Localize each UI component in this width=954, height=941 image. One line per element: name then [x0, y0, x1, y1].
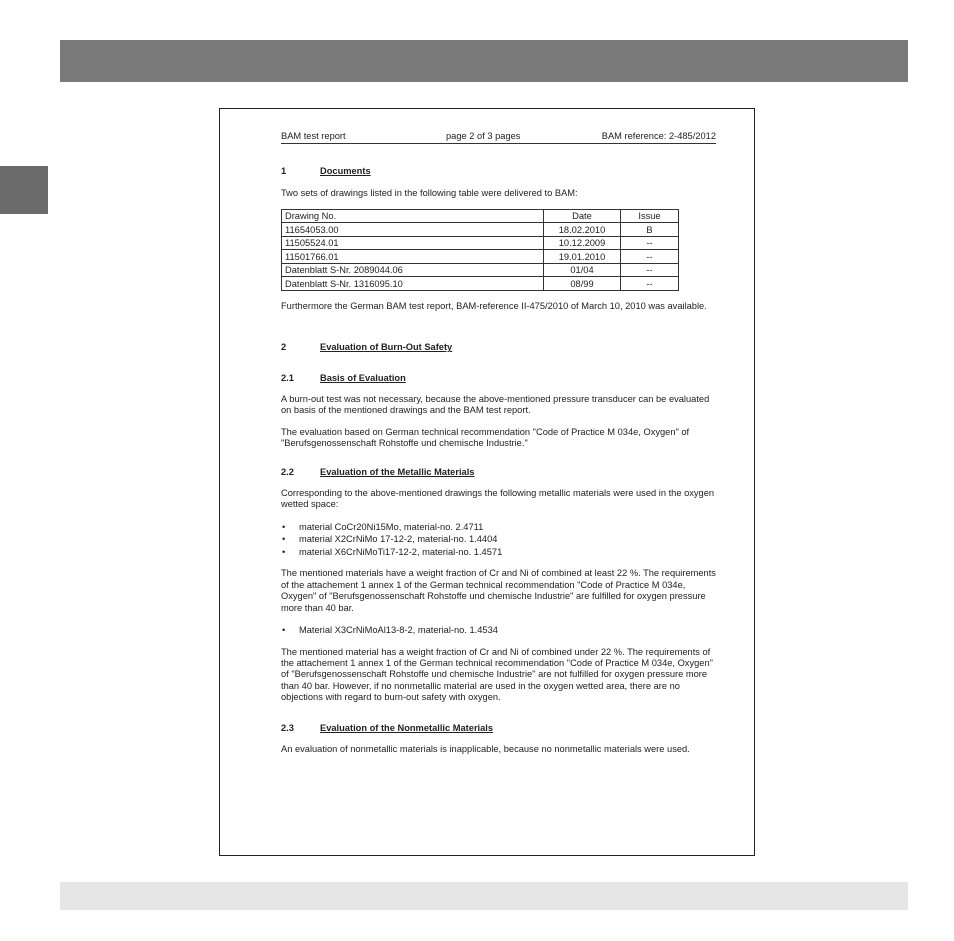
drawings-table — [281, 209, 679, 291]
cell-issue: B — [621, 223, 679, 237]
section-1-heading: 1 Documents — [281, 166, 371, 176]
cell-issue: -- — [621, 277, 679, 291]
section-2-2-heading: 2.2 Evaluation of the Metallic Materials — [281, 466, 475, 477]
column-header-drawing-no: Drawing No. — [282, 209, 544, 223]
header-reference: BAM reference: 2-485/2012 — [601, 131, 716, 141]
section-2-1-paragraph-2: The evaluation based on German technical recommendation "Code of Practice M 034e, Oxygen" of "Berufsgenossenschaft Rohstoffe und chemische Industrie." — [281, 426, 690, 449]
report-body — [281, 131, 716, 755]
cell-issue: -- — [621, 250, 679, 264]
section-2-2-intro: Corresponding to the above-mentioned drawings the following metallic materials were used in the oxygen wetted space: — [281, 488, 715, 510]
table-row — [282, 236, 679, 250]
section-2-3-paragraph: An evaluation of nonmetallic materials is inapplicable, because no nonmetallic materials were used. — [281, 743, 690, 754]
metallic-materials-list-2 — [281, 624, 716, 637]
list-item: • material X6CrNiMoTi17-12-2, material-no. 1.4571 — [281, 546, 716, 559]
table-header-row — [282, 209, 679, 223]
column-header-issue: Issue — [621, 209, 679, 223]
cell-date: 01/04 — [544, 263, 621, 277]
cell-issue: -- — [621, 236, 679, 250]
header-report-label: BAM test report — [281, 131, 346, 141]
cell-issue: -- — [621, 263, 679, 277]
scanned-report-page — [219, 108, 755, 856]
list-item: • Material X3CrNiMoAl13-8-2, material-no. 1.4534 — [281, 624, 716, 637]
table-row — [282, 223, 679, 237]
cell-date: 18.02.2010 — [544, 223, 621, 237]
running-header — [281, 131, 716, 144]
cell-drawing-no: 11505524.01 — [282, 236, 544, 250]
cell-drawing-no: 11501766.01 — [282, 250, 544, 264]
section-2-1-paragraph-1: A burn-out test was not necessary, because the above-mentioned pressure transducer can be evaluated on basis of the mentioned drawings and the BAM test report. — [281, 394, 710, 416]
section-2-heading: 2 Evaluation of Burn-Out Safety — [281, 342, 453, 353]
column-header-date: Date — [544, 209, 621, 223]
section-1-note: Furthermore the German BAM test report, BAM-reference II-475/2010 of March 10, 2010 was available. — [281, 300, 707, 311]
cell-drawing-no: 11654053.00 — [282, 223, 544, 237]
cell-date: 08/99 — [544, 277, 621, 291]
footer-band — [60, 882, 908, 910]
table-row — [282, 263, 679, 277]
section-2-2-paragraph-b: The mentioned material has a weight fraction of Cr and Ni of combined under 22 %. The requirements of the attachement 1 annex 1 of the German technical recommendation "Code of Practice M 034e, Oxygen" of "Berufsgenossenschaft Rohstoffe und chemische Industrie" are not fulfilled for oxygen pressure more than 40 bar. However, if no nonmetallic material are used in the oxygen wetted area, there are no objections with regard to burn-out safety with oxygen. — [281, 646, 713, 703]
table-row — [282, 277, 679, 291]
cell-drawing-no: Datenblatt S-Nr. 2089044.06 — [282, 263, 544, 277]
top-header-band — [60, 40, 908, 82]
cell-drawing-no: Datenblatt S-Nr. 1316095.10 — [282, 277, 544, 291]
list-item: • material CoCr20Ni15Mo, material-no. 2.4711 — [281, 521, 716, 534]
cell-date: 10.12.2009 — [544, 236, 621, 250]
table-row — [282, 250, 679, 264]
chapter-side-tab — [0, 166, 48, 214]
section-2-3-heading: 2.3 Evaluation of the Nonmetallic Materials — [281, 722, 494, 733]
cell-date: 19.01.2010 — [544, 250, 621, 264]
list-item: • material X2CrNiMo 17-12-2, material-no. 1.4404 — [281, 533, 716, 546]
metallic-materials-list — [281, 521, 716, 559]
section-1-intro: Two sets of drawings listed in the following table were delivered to BAM: — [281, 188, 578, 199]
section-2-2-paragraph-a: The mentioned materials have a weight fraction of Cr and Ni of combined at least 22 %. The requirements of the attachement 1 annex 1 of the German technical recommendation "Code of Practice M 034e, Oxygen" of "Berufsgenossenschaft Rohstoffe und chemische Industrie" are fulfilled for oxygen pressure more than 40 bar. — [281, 568, 716, 613]
section-2-1-heading: 2.1 Basis of Evaluation — [281, 372, 406, 383]
header-page-count: page 2 of 3 pages — [446, 131, 521, 141]
